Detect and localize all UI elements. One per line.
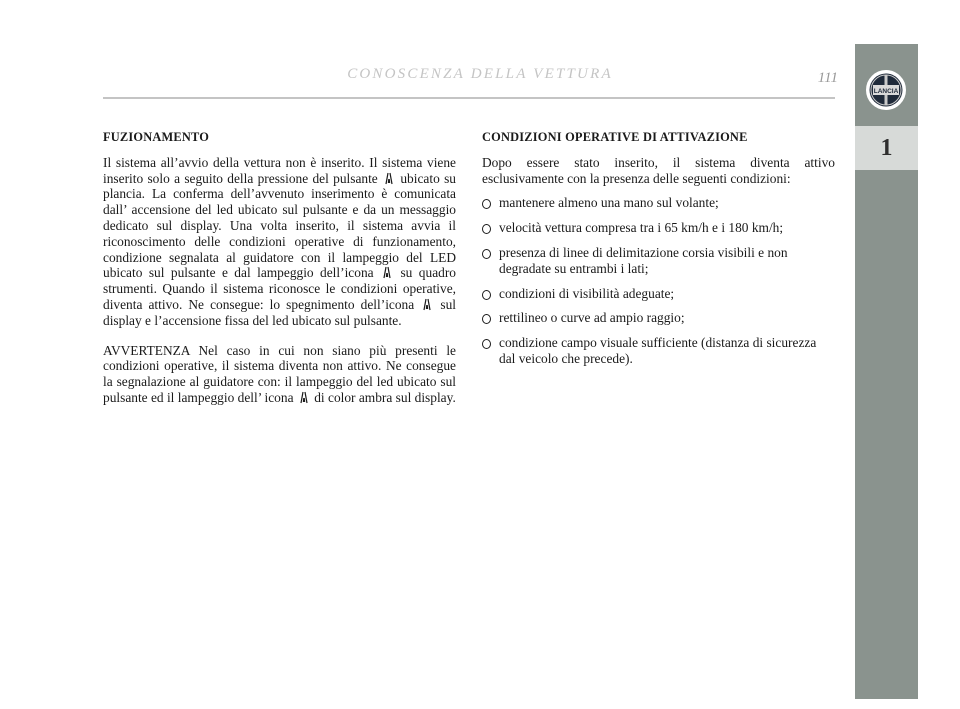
conditions-list	[482, 195, 835, 366]
section-heading: CONDIZIONI OPERATIVE DI ATTIVAZIONE	[482, 130, 748, 144]
lane-departure-icon	[299, 391, 309, 404]
list-item: mantenere almeno una mano sul volante;	[482, 195, 835, 211]
section-heading: FUZIONAMENTO	[103, 130, 210, 144]
header-rule	[103, 97, 835, 99]
page-number: 111	[817, 70, 838, 86]
lane-departure-icon	[422, 298, 432, 311]
circle-bullet-icon	[482, 314, 491, 324]
paragraph-text: sul display e l’accensione fissa del led ubicato sul pulsante.	[103, 296, 456, 328]
intro-paragraph: Dopo essere stato inserito, il sistema diventa attivo esclusivamente con la presenza delle seguenti condizioni:	[482, 154, 835, 186]
paragraph-text: su quadro strumenti. Quando il sistema riconosce le condizioni operative, diventa attivo. Ne consegue: lo spegnimento dell’icona	[103, 265, 456, 312]
right-column	[482, 130, 835, 376]
chapter-number: 1	[855, 126, 918, 170]
warning-paragraph	[103, 343, 456, 406]
paragraph-text: AVVERTENZA Nel caso in cui non siano più presenti le condizioni operative, il sistema diventa non attivo. Ne consegue la segnalazione al guidatore con: il lampeggio del led ubicato sul pulsante ed il lampeggio dell’ icona	[103, 342, 456, 405]
circle-bullet-icon	[482, 199, 491, 209]
lancia-logo	[865, 68, 907, 112]
operation-paragraph	[103, 155, 456, 329]
left-column	[103, 130, 456, 420]
logo-text: LANCIA	[873, 88, 899, 95]
list-item: condizione campo visuale sufficiente (distanza di sicurezza dal veicolo che precede).	[482, 335, 835, 367]
paragraph-text: Il sistema all’avvio della vettura non è inserito. Il sistema viene inserito solo a seguito della pressione del pulsante	[103, 154, 456, 186]
header-title: CONOSCENZA DELLA VETTURA	[347, 66, 613, 82]
list-item: presenza di linee di delimitazione corsia visibili e non degradate su entrambi i lati;	[482, 245, 835, 277]
lane-departure-icon	[382, 266, 392, 279]
circle-bullet-icon	[482, 224, 491, 234]
circle-bullet-icon	[482, 339, 491, 349]
paragraph-text: ubicato su plancia. La conferma dell’avvenuto inserimento è comunicata dall’ accensione del led ubicato sul pulsante e da un messaggio dedicato sul display. Una volta inserito, il sistema avvia il riconoscimento delle condizioni operative di funzionamento, condizione segnalata al guidatore con il lampeggio del LED ubicato sul pulsante e dal lampeggio dell’icona	[103, 170, 456, 281]
list-item: condizioni di visibilità adeguate;	[482, 286, 835, 302]
circle-bullet-icon	[482, 290, 491, 300]
circle-bullet-icon	[482, 249, 491, 259]
lane-departure-icon	[384, 172, 394, 185]
list-item: velocità vettura compresa tra i 65 km/h e i 180 km/h;	[482, 220, 835, 236]
paragraph-text: di color ambra sul display.	[314, 389, 456, 405]
list-item: rettilineo o curve ad ampio raggio;	[482, 310, 835, 326]
